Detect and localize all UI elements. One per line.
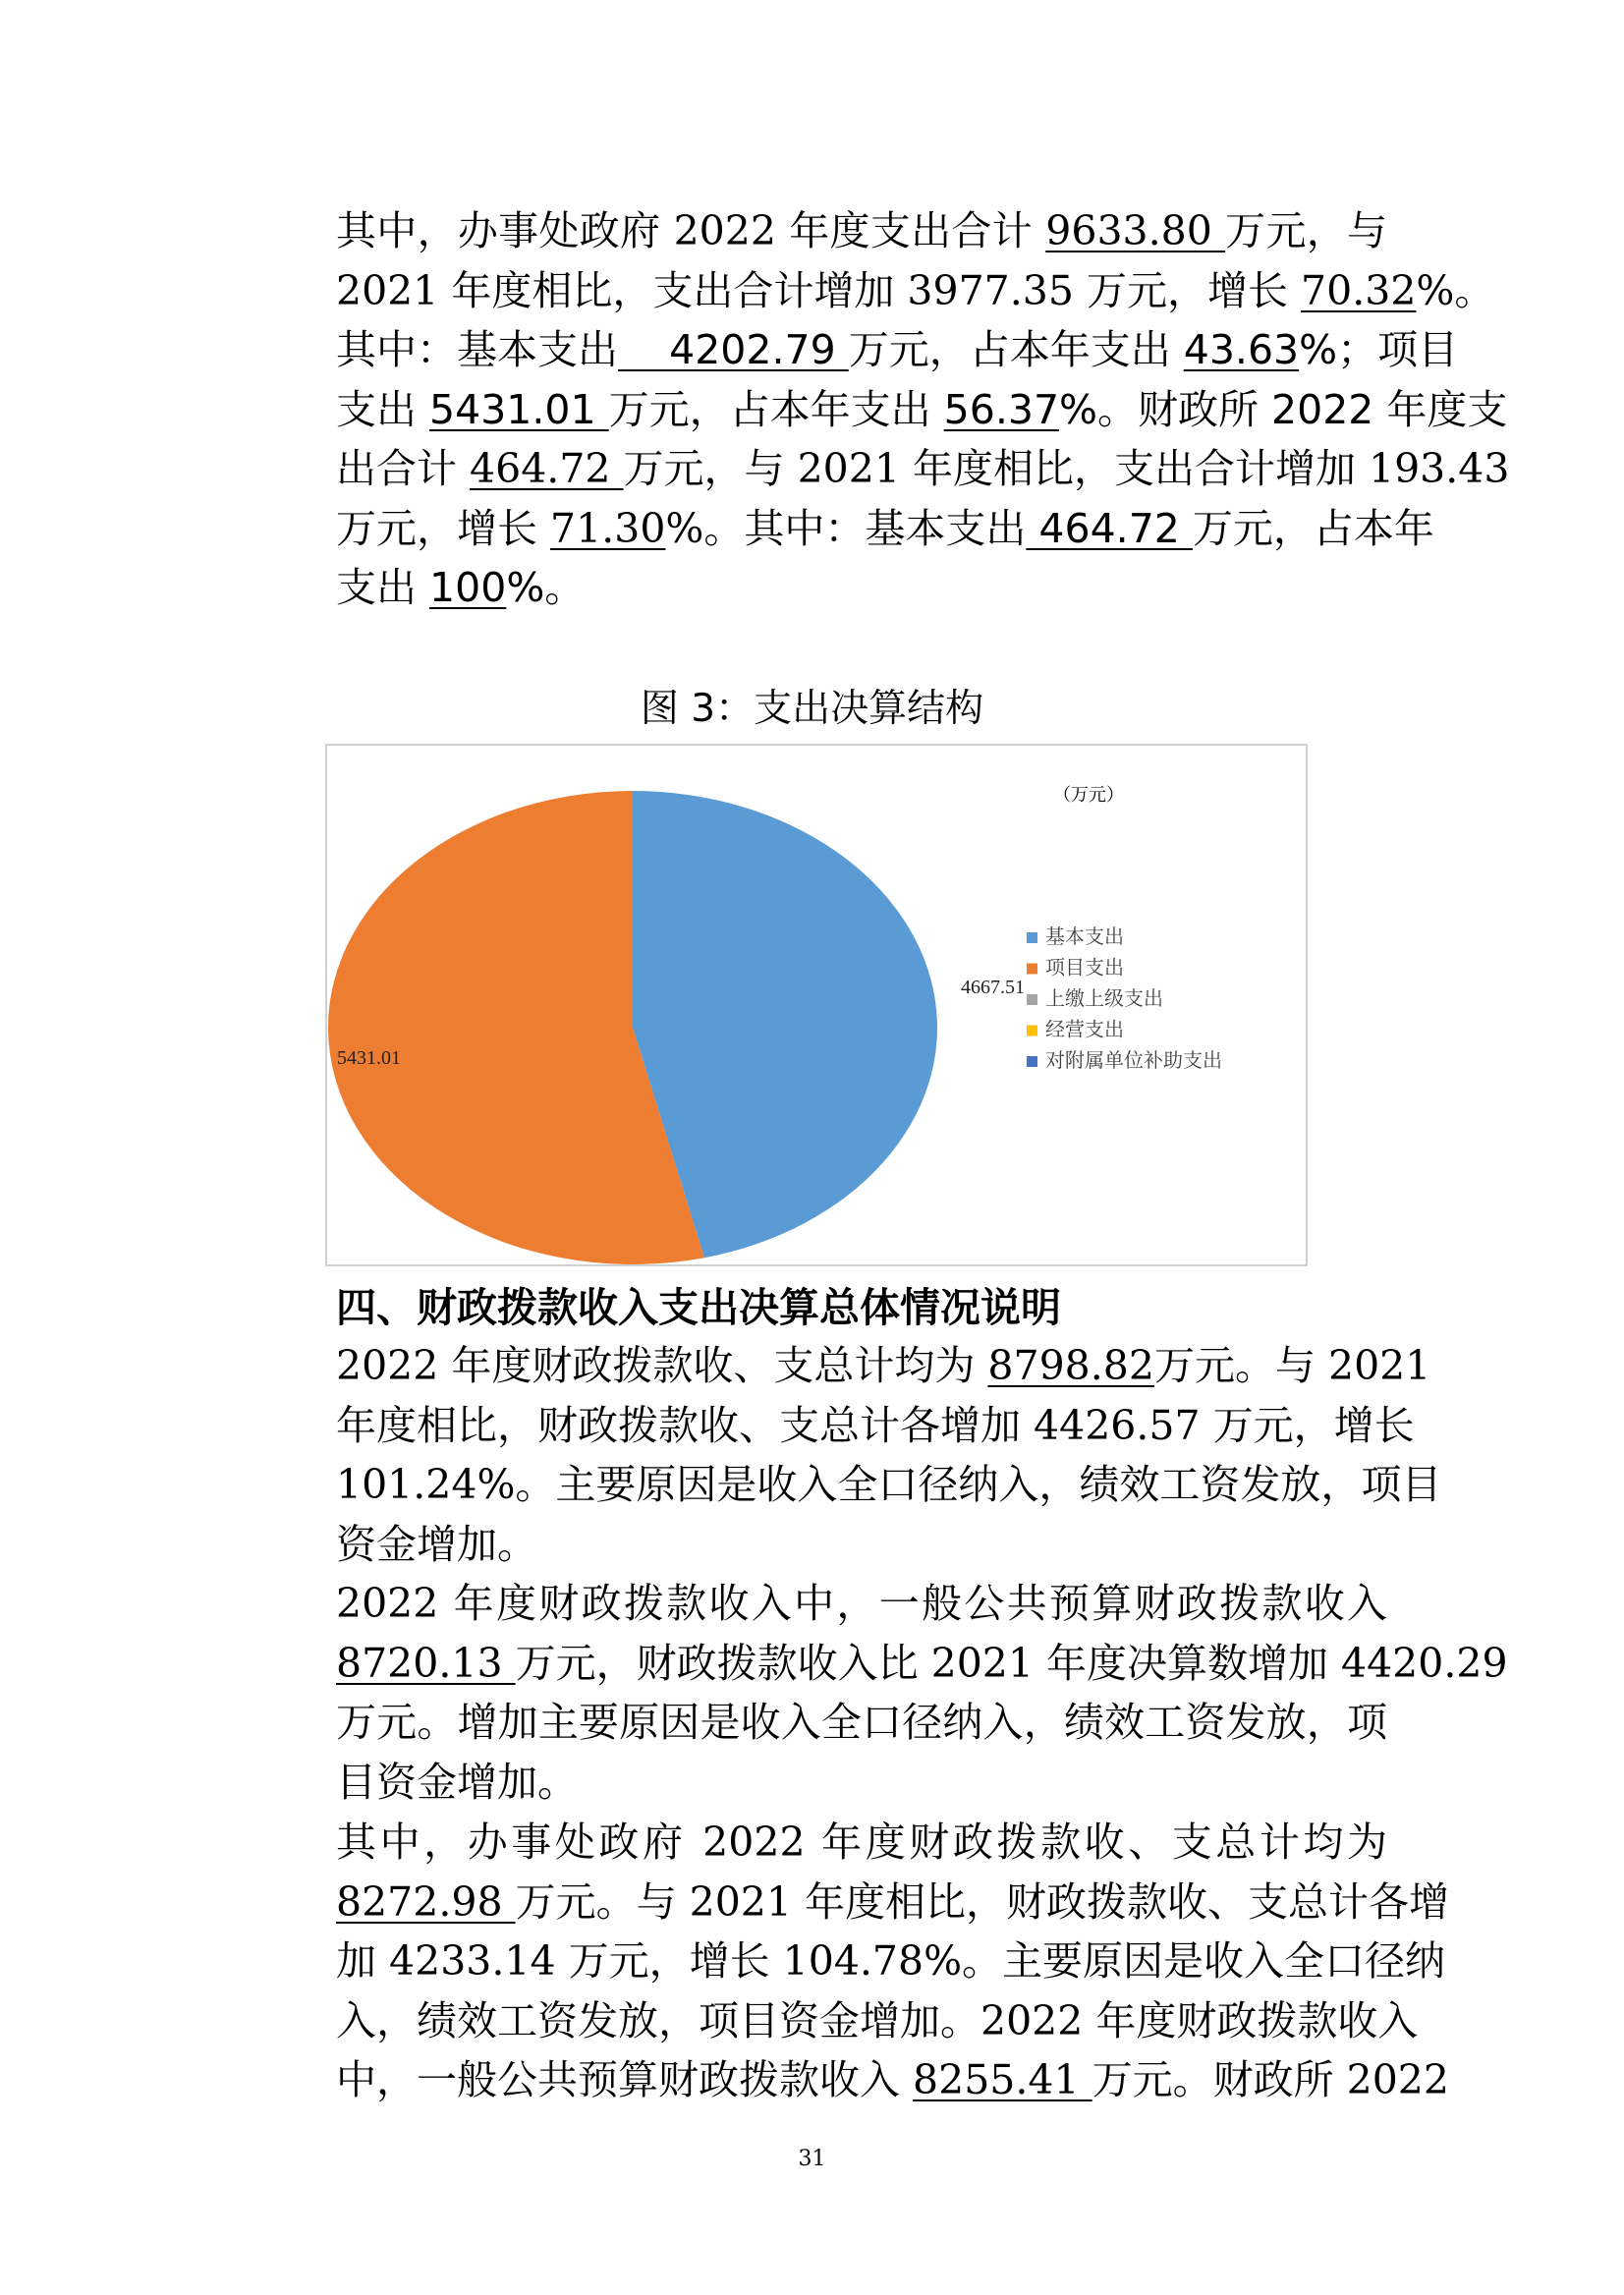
legend-label-1: 项目支出 xyxy=(1045,957,1124,980)
legend-label-2: 上缴上级支出 xyxy=(1045,988,1163,1010)
underlined-value: 464.72 xyxy=(1026,504,1193,552)
text-line: 其中，办事处政府 2022 年度财政拨款收、支总计均为 xyxy=(336,1819,1387,1866)
text-line: 其中，办事处政府 2022 年度支出合计 9633.80 万元，与 xyxy=(336,207,1388,254)
underlined-value: 56.37 xyxy=(943,385,1060,433)
text-line: 万元，增长 71.30%。其中：基本支出 464.72 万元，占本年 xyxy=(336,504,1434,552)
text-line: 中，一般公共预算财政拨款收入 8255.41 万元。财政所 2022 xyxy=(336,2056,1449,2103)
slice-label-1: 5431.01 xyxy=(337,1047,401,1069)
underlined-value: 43.63 xyxy=(1183,326,1300,373)
page-number: 31 xyxy=(798,2147,826,2171)
text-line: 2022 年度财政拨款收入中，一般公共预算财政拨款收入 xyxy=(336,1580,1387,1627)
slice-label-0: 4667.51 xyxy=(961,977,1025,998)
underlined-value: 8255.41 xyxy=(913,2056,1092,2103)
text-line: 资金增加。 xyxy=(336,1520,537,1568)
pie-slices xyxy=(328,791,937,1264)
section-heading: 四、财政拨款收入支出决算总体情况说明 xyxy=(336,1284,1061,1331)
paragraph-2 xyxy=(248,1336,1442,1574)
text-line: 2021 年度相比，支出合计增加 3977.35 万元，增长 70.32%。 xyxy=(336,266,1495,314)
underlined-value: 71.30 xyxy=(550,504,666,552)
chart-legend xyxy=(1027,925,1222,1072)
text-line: 入，绩效工资发放，项目资金增加。2022 年度财政拨款收入 xyxy=(336,1996,1419,2044)
underlined-value: 70.32 xyxy=(1301,266,1417,314)
paragraph-4 xyxy=(248,1813,1449,2110)
underlined-value: 8272.98 xyxy=(336,1877,516,1926)
text-line: 101.24%。主要原因是收入全口径纳入，绩效工资发放，项目 xyxy=(336,1461,1442,1508)
underlined-value: 464.72 xyxy=(470,445,624,492)
text-line: 8272.98 万元。与 2021 年度相比，财政拨款收、支总计各增 xyxy=(336,1877,1449,1926)
underlined-value: 5431.01 xyxy=(429,385,609,433)
text-line: 其中：基本支出 4202.79 万元，占本年支出 43.63%；项目 xyxy=(336,326,1459,373)
underlined-value: 4202.79 xyxy=(618,326,849,373)
text-line: 万元。增加主要原因是收入全口径纳入，绩效工资发放，项 xyxy=(336,1699,1387,1746)
underlined-value: 8798.82 xyxy=(987,1342,1154,1389)
legend-label-0: 基本支出 xyxy=(1045,926,1124,948)
paragraph-3 xyxy=(248,1574,1508,1812)
underlined-value: 100 xyxy=(429,564,507,611)
legend-label-3: 经营支出 xyxy=(1045,1019,1124,1041)
legend-swatch-0 xyxy=(1027,932,1037,943)
unit-label: （万元） xyxy=(1053,785,1124,805)
text-line: 加 4233.14 万元，增长 104.78%。主要原因是收入全口径纳 xyxy=(336,1937,1446,1985)
legend-swatch-4 xyxy=(1027,1056,1037,1067)
figure-caption: 图 3：支出决算结构 xyxy=(640,687,984,731)
text-line: 出合计 464.72 万元，与 2021 年度相比，支出合计增加 193.43 xyxy=(336,445,1510,492)
text-line: 支出 5431.01 万元，占本年支出 56.37%。财政所 2022 年度支 xyxy=(336,385,1508,433)
text-line: 2022 年度财政拨款收、支总计均为 8798.82万元。与 2021 xyxy=(336,1342,1431,1389)
text-line: 年度相比，财政拨款收、支总计各增加 4426.57 万元，增长 xyxy=(336,1401,1415,1449)
expenditure-pie-chart xyxy=(325,744,1308,1266)
legend-swatch-3 xyxy=(1027,1026,1037,1036)
legend-swatch-2 xyxy=(1027,994,1037,1005)
legend-swatch-1 xyxy=(1027,964,1037,975)
text-line: 目资金增加。 xyxy=(336,1758,578,1806)
underlined-value: 8720.13 xyxy=(336,1639,516,1687)
pie-chart-svg xyxy=(327,746,1306,1264)
paragraph-1 xyxy=(248,201,1510,618)
text-line: 8720.13 万元，财政拨款收入比 2021 年度决算数增加 4420.29 xyxy=(336,1639,1508,1687)
legend-label-4: 对附属单位补助支出 xyxy=(1045,1050,1222,1072)
underlined-value: 9633.80 xyxy=(1045,207,1226,254)
text-line: 支出 100%。 xyxy=(336,564,586,611)
